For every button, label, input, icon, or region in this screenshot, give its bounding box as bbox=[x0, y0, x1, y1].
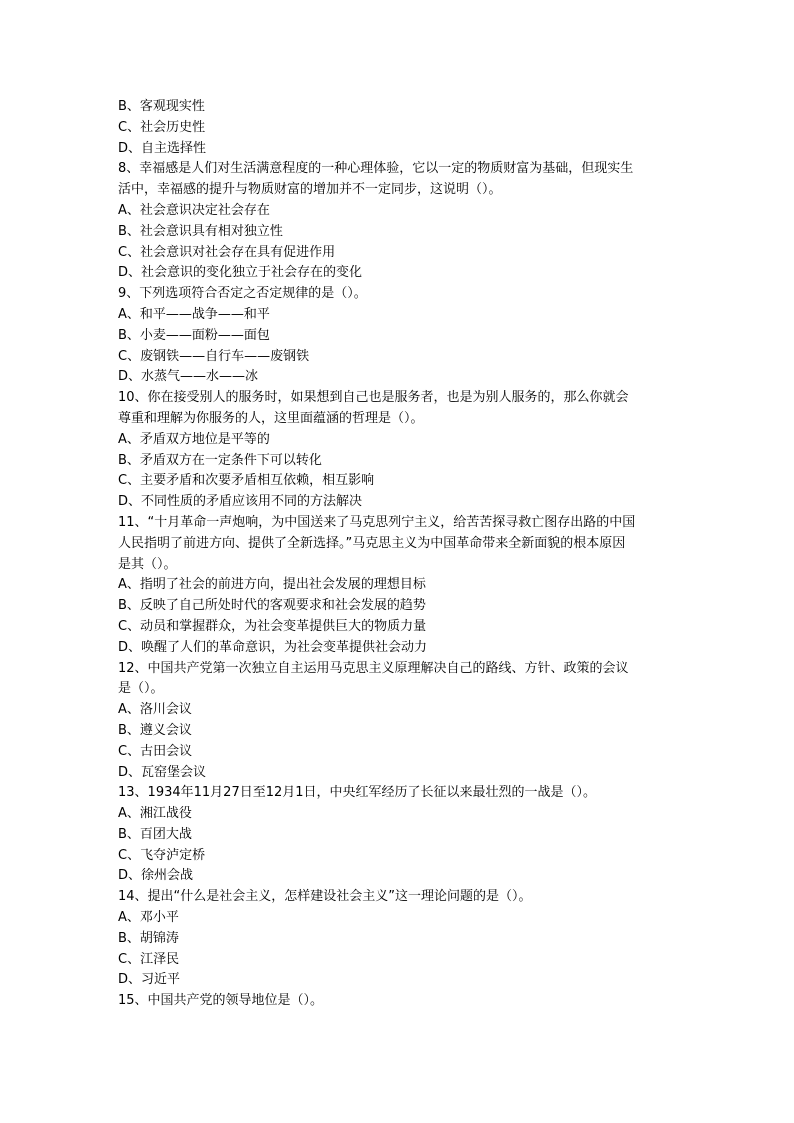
text-line: 是（）。 bbox=[118, 681, 164, 697]
option-d: D、水蒸气——水——冰 bbox=[118, 369, 259, 385]
option-b: B、反映了自己所处时代的客观要求和社会发展的趋势 bbox=[118, 598, 426, 614]
option-c: C、飞夺泸定桥 bbox=[118, 847, 206, 863]
option-a: A、和平——战争——和平 bbox=[118, 306, 270, 322]
option-b: B、社会意识具有相对独立性 bbox=[118, 223, 283, 239]
text-line: B、客观现实性 bbox=[118, 99, 205, 114]
question-15: 15、中国共产党的领导地位是（）。 bbox=[118, 993, 324, 1009]
question-14: 14、提出“什么是社会主义，怎样建设社会主义”这一理论问题的是（）。 bbox=[118, 889, 532, 905]
option-a: A、指明了社会的前进方向，提出社会发展的理想目标 bbox=[118, 577, 426, 593]
option-b: B、小麦——面粉——面包 bbox=[118, 327, 270, 343]
option-d: D、习近平 bbox=[118, 972, 181, 988]
option-c: C、废钢铁——自行车——废钢铁 bbox=[118, 348, 310, 364]
question-11: 11、“十月革命一声炮响，为中国送来了马克思列宁主义，给苦苦探寻救亡图存出路的中国 bbox=[118, 514, 636, 530]
question-10: 10、你在接受别人的服务时，如果想到自己也是服务者，也是为别人服务的，那么你就会 bbox=[118, 390, 629, 406]
option-d: D、社会意识的变化独立于社会存在的变化 bbox=[118, 265, 363, 281]
text-line: 活中，幸福感的提升与物质财富的增加并不一定同步，这说明（）。 bbox=[118, 182, 502, 198]
text-line: 人民指明了前进方向、提供了全新选择。”马克思主义为中国革命带来全新面貌的根本原因 bbox=[118, 535, 626, 551]
option-c: C、动员和掌握群众，为社会变革提供巨大的物质力量 bbox=[118, 618, 427, 634]
option-b: B、遵义会议 bbox=[118, 722, 192, 738]
option-b: B、矛盾双方在一定条件下可以转化 bbox=[118, 452, 322, 468]
option-a: A、洛川会议 bbox=[118, 702, 192, 718]
option-a: A、社会意识决定社会存在 bbox=[118, 202, 270, 218]
question-9: 9、下列选项符合否定之否定规律的是（）。 bbox=[118, 286, 367, 302]
option-a: A、矛盾双方地位是平等的 bbox=[118, 431, 270, 447]
option-d: D、瓦窑堡会议 bbox=[118, 764, 207, 780]
option-c: C、社会意识对社会存在具有促进作用 bbox=[118, 244, 336, 260]
text-line: 是其（）。 bbox=[118, 556, 177, 572]
option-c: C、主要矛盾和次要矛盾相互依赖，相互影响 bbox=[118, 473, 375, 489]
option-d: D、徐州会战 bbox=[118, 868, 194, 884]
option-a: A、湘江战役 bbox=[118, 806, 192, 822]
text-line: D、自主选择性 bbox=[118, 140, 207, 156]
option-d: D、唤醒了人们的革命意识，为社会变革提供社会动力 bbox=[118, 639, 428, 655]
question-8: 8、幸福感是人们对生活满意程度的一种心理体验，它以一定的物质财富为基础，但现实生 bbox=[118, 161, 634, 177]
option-b: B、百团大战 bbox=[118, 826, 192, 842]
option-c: C、江泽民 bbox=[118, 951, 180, 967]
option-b: B、胡锦涛 bbox=[118, 930, 179, 946]
document-page bbox=[118, 97, 678, 1012]
option-d: D、不同性质的矛盾应该用不同的方法解决 bbox=[118, 494, 363, 510]
option-c: C、古田会议 bbox=[118, 743, 193, 759]
question-13: 13、1934年11月27日至12月1日，中央红军经历了长征以来最壮烈的一战是（）。 bbox=[118, 785, 597, 801]
question-12: 12、中国共产党第一次独立自主运用马克思主义原理解决自己的路线、方针、政策的会议 bbox=[118, 660, 629, 676]
option-a: A、邓小平 bbox=[118, 910, 179, 926]
text-line: 尊重和理解为你服务的人，这里面蕴涵的哲理是（）。 bbox=[118, 410, 424, 426]
text-line: C、社会历史性 bbox=[118, 119, 206, 135]
